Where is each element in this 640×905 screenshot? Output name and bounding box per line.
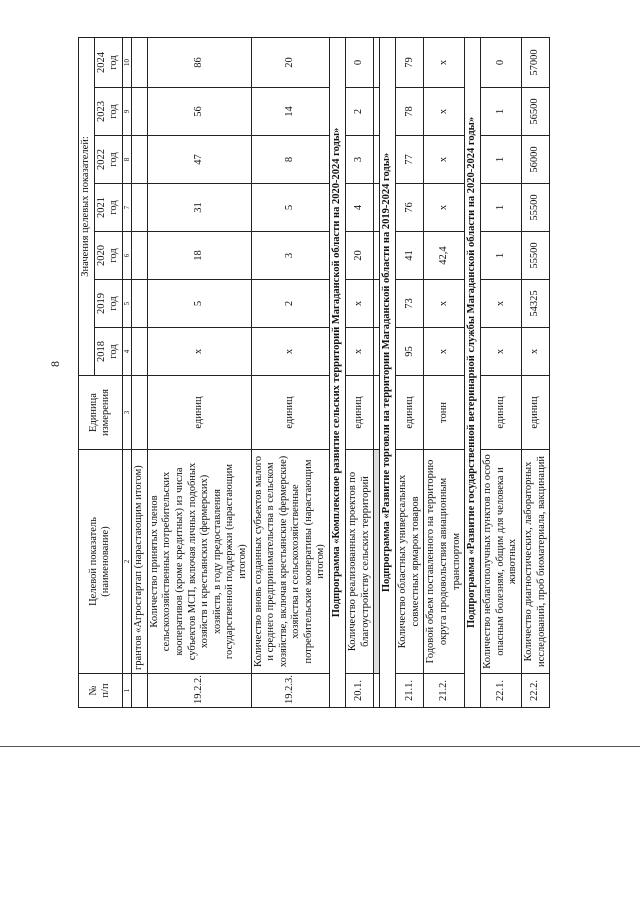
row-value: 79 <box>396 37 424 87</box>
empty-cell <box>132 376 148 450</box>
row-value: 5 <box>251 184 330 232</box>
row-name: Количество областных универсальных совместных ярмарок товаров <box>396 450 424 674</box>
header-year: 2022 год <box>94 136 122 184</box>
table-row <box>522 37 550 707</box>
row-value: 55500 <box>522 232 550 280</box>
column-index: 10 <box>122 37 131 87</box>
row-value: 0 <box>481 37 522 87</box>
header-year: 2019 год <box>94 280 122 328</box>
row-unit: единиц <box>147 376 251 450</box>
row-value: х <box>424 37 465 87</box>
row-value: 1 <box>481 88 522 136</box>
section-row <box>465 37 481 707</box>
row-value: 42,4 <box>424 232 465 280</box>
row-value: 18 <box>147 232 251 280</box>
section-row <box>380 37 396 707</box>
row-value: 3 <box>346 136 374 184</box>
row-value: 14 <box>251 88 330 136</box>
header-year: 2023 год <box>94 88 122 136</box>
page-number: 8 <box>48 361 62 367</box>
row-value: 2 <box>346 88 374 136</box>
header-year: 2020 год <box>94 232 122 280</box>
column-index-row <box>122 37 131 707</box>
row-name: Количество диагностических, лабораторных исследований, проб биоматериала, вакцинаций <box>522 450 550 674</box>
row-num: 21.1. <box>396 674 424 708</box>
row-value: 78 <box>396 88 424 136</box>
row-unit: единиц <box>346 376 374 450</box>
row-value: 3 <box>251 232 330 280</box>
table-row <box>396 37 424 707</box>
row-value: х <box>346 328 374 376</box>
column-index: 6 <box>122 232 131 280</box>
row-value: 86 <box>147 37 251 87</box>
row-name: Количество реализованных проектов по благоустройству сельских территорий <box>346 450 374 674</box>
row-value: х <box>251 328 330 376</box>
row-name: Годовой объем поставленного на территорию округа продовольствия авиационным транспортом <box>424 450 465 674</box>
row-value: 20 <box>251 37 330 87</box>
row-num: 21.2. <box>424 674 465 708</box>
column-index: 7 <box>122 184 131 232</box>
row-num: 19.2.2. <box>147 674 251 708</box>
empty-cell <box>132 328 148 376</box>
row-unit: тонн <box>424 376 465 450</box>
row-unit: единиц <box>481 376 522 450</box>
row-value: х <box>424 328 465 376</box>
row-value: х <box>481 328 522 376</box>
header-num: № п/п <box>79 674 123 708</box>
header-values-group: Значения целевых показателей: <box>79 37 95 375</box>
row-value: х <box>147 328 251 376</box>
column-index: 3 <box>122 376 131 450</box>
empty-cell <box>132 232 148 280</box>
section-title: Подпрограмма «Развитие государственной ветеринарной службы Магаданской области на 2020-2024 годы» <box>465 37 481 707</box>
target-indicators-table <box>78 37 550 708</box>
row-num: 22.1. <box>481 674 522 708</box>
column-index: 8 <box>122 136 131 184</box>
row-value: 54325 <box>522 280 550 328</box>
continuation-row <box>132 37 148 707</box>
row-num <box>132 674 148 708</box>
row-value: 8 <box>251 136 330 184</box>
row-value: х <box>424 184 465 232</box>
header-year: 2024 год <box>94 37 122 87</box>
empty-cell <box>132 280 148 328</box>
row-value: 0 <box>346 37 374 87</box>
row-value: 1 <box>481 184 522 232</box>
row-value: 76 <box>396 184 424 232</box>
column-index: 5 <box>122 280 131 328</box>
header-indicator: Целевой показатель (наименование) <box>79 450 123 674</box>
column-index: 9 <box>122 88 131 136</box>
row-name: грантов «Агростартап (нарастающим итогом) <box>132 450 148 674</box>
section-title: Подпрограмма «Развитие торговли на территории Магаданской области на 2019-2024 годы» <box>380 37 396 707</box>
row-value: 20 <box>346 232 374 280</box>
row-value: 1 <box>481 232 522 280</box>
row-value: 55500 <box>522 184 550 232</box>
row-unit: единиц <box>251 376 330 450</box>
row-unit: единиц <box>522 376 550 450</box>
row-num: 20.1. <box>346 674 374 708</box>
section-row <box>330 37 346 707</box>
row-value: х <box>346 280 374 328</box>
empty-cell <box>132 136 148 184</box>
row-name: Количество принятых членов сельскохозяйственных потребительских кооперативов (кроме кредитных) из числа субъектов МСП, включая личных подобных хозяйств и крестьянских (фермерских) хозяйств, в году предоставления государственной поддержки (нарастающим итогом) <box>147 450 251 674</box>
row-value: 56 <box>147 88 251 136</box>
table-row <box>147 37 251 707</box>
row-name: Количество вновь созданных субъектов малого и среднего предпринимательства в сельском хозяйстве, включая крестьянские (фермерские) хозяйства и сельскохозяйственные потребительские кооперативы (нарастающим итогом) <box>251 450 330 674</box>
row-value: 47 <box>147 136 251 184</box>
row-value: 41 <box>396 232 424 280</box>
row-value: 95 <box>396 328 424 376</box>
column-index: 1 <box>122 674 131 708</box>
empty-cell <box>132 37 148 87</box>
row-value: 57000 <box>522 37 550 87</box>
empty-cell <box>132 184 148 232</box>
table-row <box>251 37 330 707</box>
row-value: 56500 <box>522 88 550 136</box>
row-value: 77 <box>396 136 424 184</box>
row-value: 2 <box>251 280 330 328</box>
row-value: х <box>424 88 465 136</box>
header-year: 2018 год <box>94 328 122 376</box>
empty-cell <box>132 88 148 136</box>
header-year: 2021 год <box>94 184 122 232</box>
table-row <box>481 37 522 707</box>
section-title: Подпрограмма «Комплексное развитие сельских территорий Магаданской области на 2020-2024 годы» <box>330 37 346 707</box>
header-row <box>79 37 95 707</box>
row-value: х <box>424 280 465 328</box>
header-unit: Единица измерения <box>79 376 123 450</box>
row-num: 19.2.3. <box>251 674 330 708</box>
column-index: 2 <box>122 450 131 674</box>
row-value: х <box>481 280 522 328</box>
rotated-page <box>78 38 578 708</box>
row-unit: единиц <box>396 376 424 450</box>
row-name: Количество неблагополучных пунктов по особо опасным болезням, общим для человека и животных <box>481 450 522 674</box>
column-index: 4 <box>122 328 131 376</box>
table-row <box>346 37 374 707</box>
row-value: 31 <box>147 184 251 232</box>
row-value: 4 <box>346 184 374 232</box>
row-value: 56000 <box>522 136 550 184</box>
row-value: х <box>522 328 550 376</box>
table-row <box>424 37 465 707</box>
row-num: 22.2. <box>522 674 550 708</box>
row-value: 5 <box>147 280 251 328</box>
row-value: 73 <box>396 280 424 328</box>
row-value: 1 <box>481 136 522 184</box>
row-value: х <box>424 136 465 184</box>
page-bottom-rule <box>0 746 640 747</box>
